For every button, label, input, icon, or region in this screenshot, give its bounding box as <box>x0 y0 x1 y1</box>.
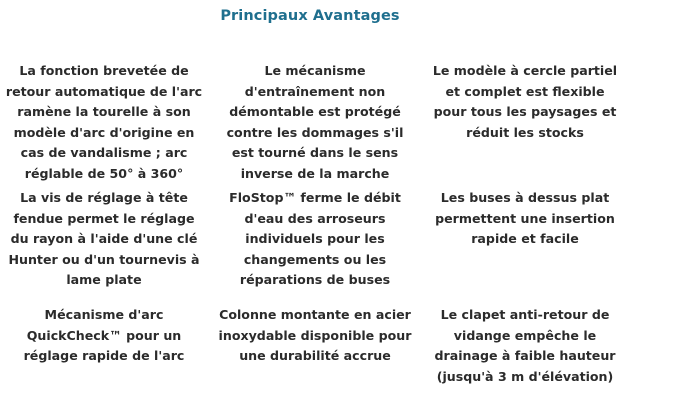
section-title: Principaux Avantages <box>220 8 400 24</box>
benefit-flostop: FloStop™ ferme le débit d'eau des arroseurs individuels pour les changements ou les réparations de buses <box>229 190 401 287</box>
benefits-grid <box>0 61 674 395</box>
benefit-auto-return-arc: La fonction brevetée de retour automatique de l'arc ramène la tourelle à son modèle d'arc d'origine en cas de vandalisme ; arc réglable de 50° à 360° <box>5 63 203 181</box>
benefit-check-valve: Le clapet anti-retour de vidange empêche le drainage à faible hauteur (jusqu'à 3 m d'élévation) <box>434 307 616 384</box>
benefit-drive-mechanism: Le mécanisme d'entraînement non démontable est protégé contre les dommages s'il est tourné dans le sens inverse de la marche <box>226 63 404 181</box>
benefit-quickcheck: Mécanisme d'arc QuickCheck™ pour un réglage rapide de l'arc <box>23 307 185 363</box>
benefit-part-full-circle: Le modèle à cercle partiel et complet est flexible pour tous les paysages et réduit les stocks <box>432 63 618 140</box>
benefit-radius-screw: La vis de réglage à tête fendue permet le réglage du rayon à l'aide d'une clé Hunter ou d'un tournevis à lame plate <box>8 190 200 287</box>
benefit-flat-top-nozzles: Les buses à dessus plat permettent une insertion rapide et facile <box>435 190 615 246</box>
benefit-stainless-riser: Colonne montante en acier inoxydable disponible pour une durabilité accrue <box>218 307 412 363</box>
